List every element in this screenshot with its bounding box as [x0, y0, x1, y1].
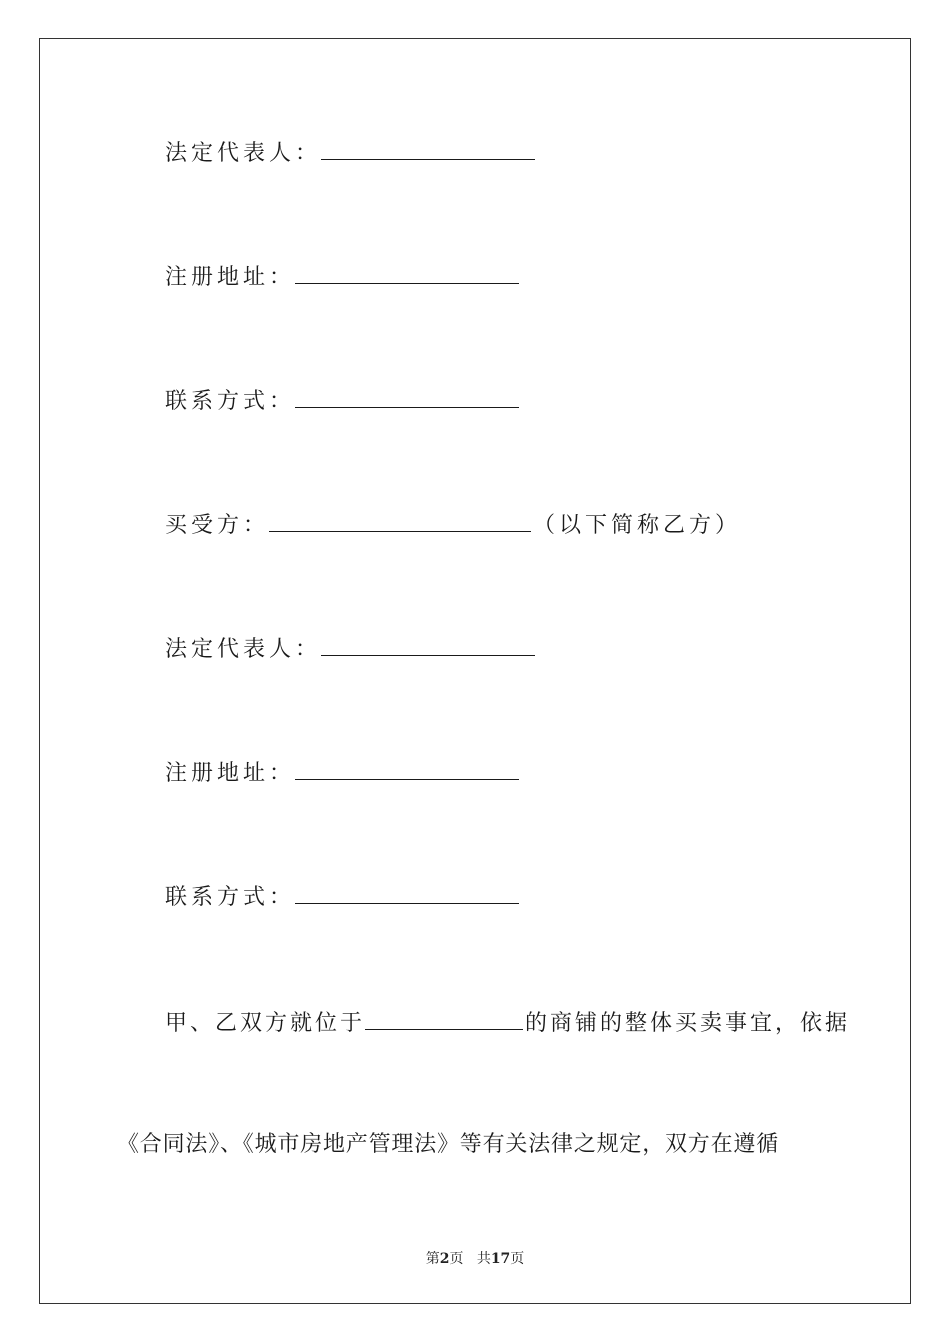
- total-pages: 17: [490, 1251, 511, 1267]
- field-label: 法定代表人：: [165, 637, 322, 662]
- agreement-paragraph-line-1: [165, 1007, 850, 1039]
- legal-representative-line: [165, 137, 537, 169]
- field-label: 法定代表人：: [165, 141, 322, 166]
- agreement-paragraph-line-2: [117, 1130, 779, 1160]
- fill-in-blank: [295, 261, 519, 284]
- location-blank: [365, 1007, 523, 1030]
- field-label: 买受方：: [165, 513, 270, 538]
- contact-line: [165, 881, 521, 913]
- buyer-note: （以下简称乙方）: [533, 513, 742, 538]
- field-label: 注册地址：: [165, 761, 296, 786]
- fill-in-blank: [295, 757, 519, 780]
- field-label: 注册地址：: [165, 265, 296, 290]
- field-label: 联系方式：: [165, 389, 296, 414]
- page-footer: [0, 1248, 950, 1268]
- paragraph-text: 的商铺的整体买卖事宜，依据: [525, 1011, 851, 1036]
- fill-in-blank: [295, 881, 519, 904]
- fill-in-blank: [321, 633, 535, 656]
- page-frame: [39, 38, 911, 1304]
- paragraph-text: 甲、乙双方就位于: [165, 1011, 366, 1036]
- registered-address-line: [165, 261, 521, 293]
- contact-line: [165, 385, 521, 417]
- page-prefix: 第: [425, 1251, 440, 1267]
- fill-in-blank: [269, 509, 531, 532]
- registered-address-line: [165, 757, 521, 789]
- buyer-line: [165, 509, 741, 541]
- paragraph-text: 《合同法》、《城市房地产管理法》等有关法律之规定，双方在遵循: [117, 1132, 780, 1157]
- total-prefix: 共: [476, 1251, 491, 1267]
- page-number: 2: [439, 1251, 450, 1267]
- total-suffix: 页: [510, 1251, 525, 1267]
- legal-representative-line: [165, 633, 537, 665]
- page-suffix: 页: [449, 1251, 464, 1267]
- fill-in-blank: [295, 385, 519, 408]
- field-label: 联系方式：: [165, 885, 296, 910]
- fill-in-blank: [321, 137, 535, 160]
